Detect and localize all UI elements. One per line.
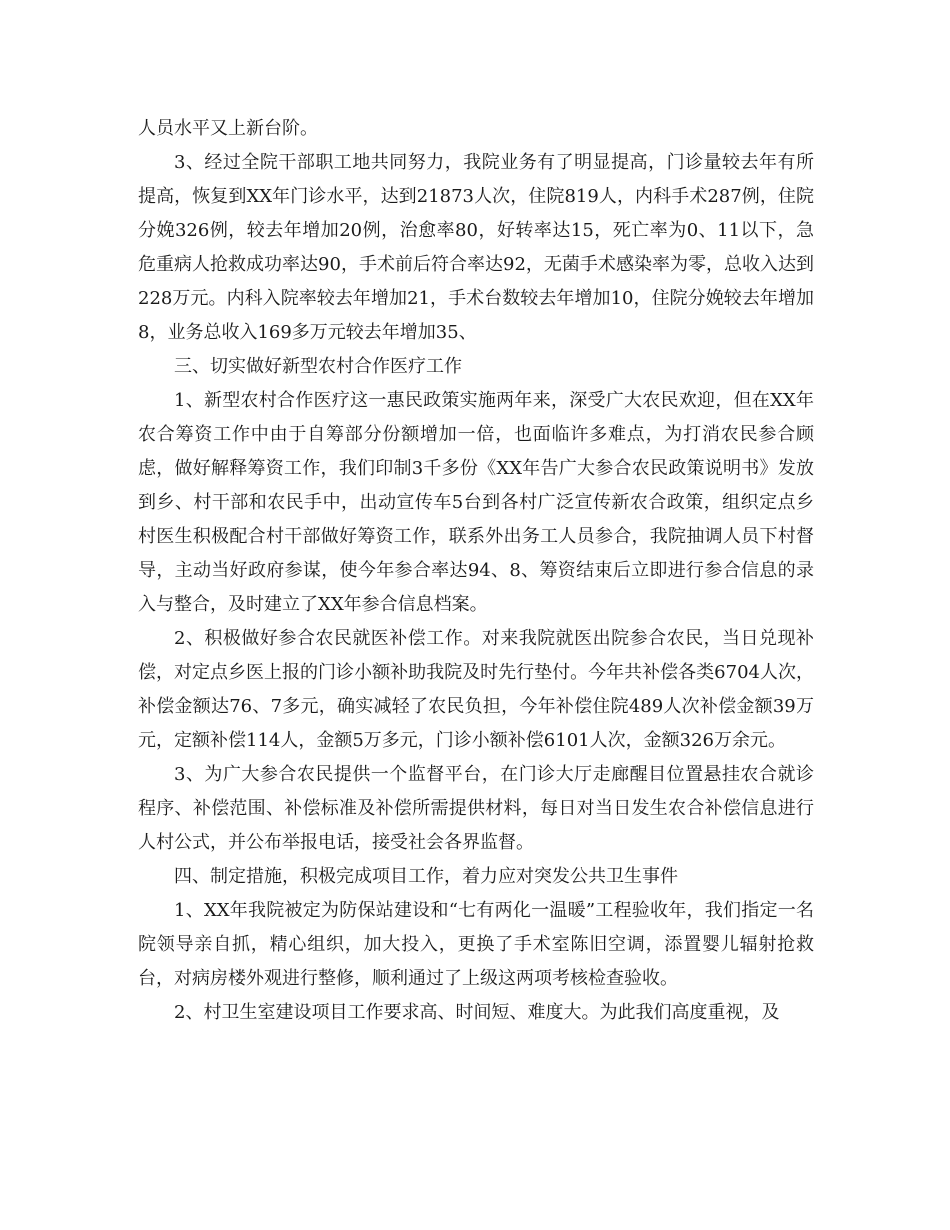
- paragraph-9: 2、村卫生室建设项目工作要求高、时间短、难度大。为此我们高度重视，及: [174, 1002, 780, 1023]
- paragraph-8: 1、XX年我院被定为防保站建设和“七有两化一温暖”工程验收年，我们指定一名院领导亲自抓，精心组织，加大投入，更换了手术室陈旧空调，添置婴儿辐射抢救台，对病房楼外观进行整修，顺利通过了上级这两项考核检查验收。: [138, 900, 814, 989]
- section-heading-4: 四、制定措施，积极完成项目工作，着力应对突发公共卫生事件: [174, 866, 678, 887]
- paragraph-2: 3、经过全院干部职工地共同努力，我院业务有了明显提高，门诊量较去年有所提高，恢复到XX年门诊水平，达到21873人次，住院819人，内科手术287例，住院分娩326例，较去年增加20例，治愈率80，好转率达15，死亡率为0、11以下，急危重病人抢救成功率达90，手术前后符合率达92，无菌手术感染率为零，总收入达到228万元。内科入院率较去年增加21，手术台数较去年增加10，住院分娩较去年增加8，业务总收入169多万元较去年增加35、: [138, 152, 814, 343]
- paragraph-1: 人员水平又上新台阶。: [138, 118, 318, 139]
- section-heading-3: 三、切实做好新型农村合作医疗工作: [174, 356, 462, 377]
- paragraph-4: 1、新型农村合作医疗这一惠民政策实施两年来，深受广大农民欢迎，但在XX年农合筹资工作中由于自筹部分份额增加一倍，也面临许多难点，为打消农民参合顾虑，做好解释筹资工作，我们印制3千多份《XX年告广大参合农民政策说明书》发放到乡、村干部和农民手中，出动宣传车5台到各村广泛宣传新农合政策，组织定点乡村医生积极配合村干部做好筹资工作，联系外出务工人员参合，我院抽调人员下村督导，主动当好政府参谋，使今年参合率达94、8、筹资结束后立即进行参合信息的录入与整合，及时建立了XX年参合信息档案。: [138, 390, 814, 615]
- paragraph-5: 2、积极做好参合农民就医补偿工作。对来我院就医出院参合农民，当日兑现补偿，对定点乡医上报的门诊小额补助我院及时先行垫付。今年共补偿各类6704人次，补偿金额达76、7多元，确实减轻了农民负担，今年补偿住院489人次补偿金额39万元，定额补偿114人，金额5万多元，门诊小额补偿6101人次，金额326万余元。: [138, 628, 814, 751]
- document-body: [138, 112, 814, 1030]
- paragraph-6: 3、为广大参合农民提供一个监督平台，在门诊大厅走廊醒目位置悬挂农合就诊程序、补偿范围、补偿标准及补偿所需提供材料，每日对当日发生农合补偿信息进行人村公式，并公布举报电话，接受社会各界监督。: [138, 764, 814, 853]
